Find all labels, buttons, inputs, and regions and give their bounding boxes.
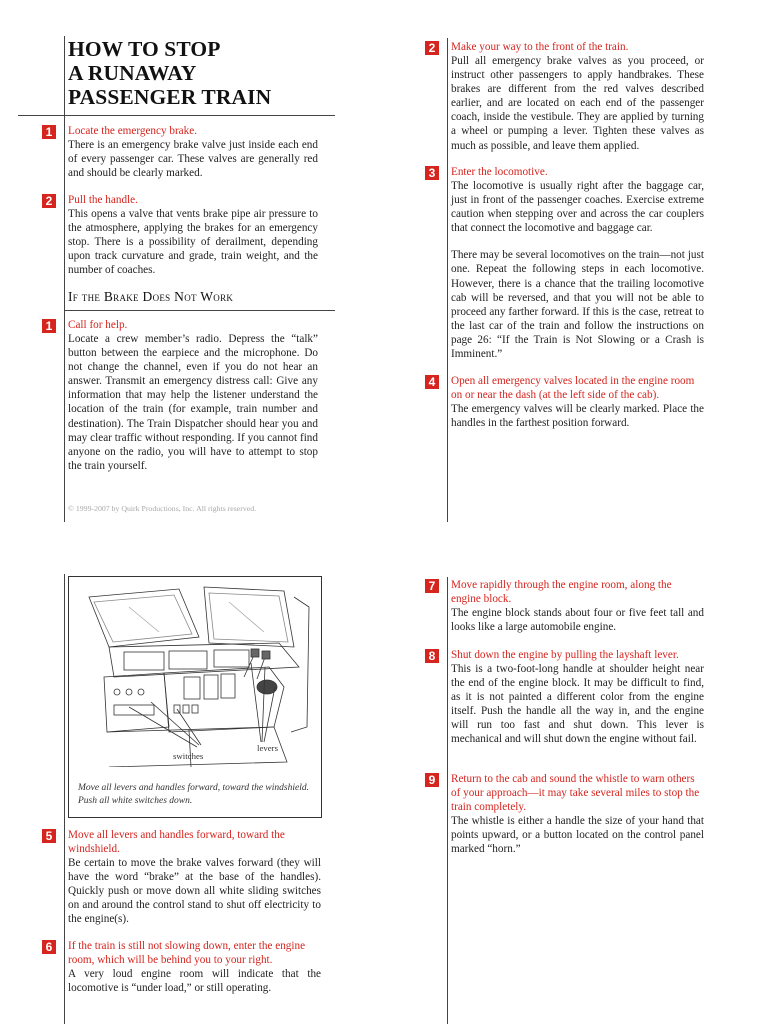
step-shut-down-engine <box>451 648 704 747</box>
step-number-badge: 5 <box>42 829 56 843</box>
step-number-badge: 1 <box>42 125 56 139</box>
title-line-1: HOW TO STOP <box>68 37 221 61</box>
figure-caption: Move all levers and handles forward, toward the windshield. Push all white switches down. <box>78 783 309 806</box>
step-body: Be certain to move the brake valves forward (they will have the word “brake” at the base of the handles). Quickly push or move down all white sliding switches on and around the control stand to shut off electricity to the engine(s). <box>68 857 321 926</box>
step-heading: Return to the cab and sound the whistle to warn others of your approach—it may take several miles to stop the train completely. <box>451 773 700 813</box>
step-heading: Move all levers and handles forward, toward the windshield. <box>68 829 285 855</box>
step-enter-locomotive <box>451 165 704 361</box>
step-body: There is an emergency brake valve just inside each end of every passenger car. These valves are generally red and should be clearly marked. <box>68 139 318 180</box>
step-heading: Make your way to the front of the train. <box>451 41 629 53</box>
step-number-badge: 2 <box>42 194 56 208</box>
step-pull-handle <box>68 193 318 277</box>
page2-left-rule <box>64 574 65 1024</box>
step-number-badge: 3 <box>425 166 439 180</box>
illustration-frame <box>68 576 322 818</box>
step-through-engine-room <box>451 578 704 634</box>
step-number-badge: 9 <box>425 773 439 787</box>
step-heading: Call for help. <box>68 319 128 331</box>
page-title <box>68 37 328 109</box>
step-number-badge: 6 <box>42 940 56 954</box>
step-body: The whistle is either a handle the size of your hand that points upward, or a button located on the control panel marked “horn.” <box>451 815 704 856</box>
step-heading: Move rapidly through the engine room, along the engine block. <box>451 579 672 605</box>
step-body-continued: There may be several locomotives on the train—not just one. Repeat the following steps in each locomotive. However, there is a chance that the trailing locomotive cab will be reversed, and that you will not be able to proceed any farther forward. If this is the case, retreat to the last car of the train and follow the instructions on page 26: “If the Train is Not Slowing or a Crash is Imminent.” <box>451 249 704 361</box>
page1-left-rule <box>64 36 65 522</box>
step-heading: Locate the emergency brake. <box>68 125 198 137</box>
step-heading: Shut down the engine by pulling the layshaft lever. <box>451 649 679 661</box>
step-body: The engine block stands about four or five feet tall and looks like a large automobile engine. <box>451 607 704 634</box>
step-number-badge: 1 <box>42 319 56 333</box>
locomotive-control-stand-illustration <box>69 577 321 767</box>
step-body: Locate a crew member’s radio. Depress the “talk” button between the earpiece and the microphone. Do not change the channel, even if you do not hear an answer. Transmit an emergency distress call: Give any information that may help the listener understand the location of the train (for example, train number and destination). The Train Dispatcher should hear you and may clear traffic without responding. If you cannot find anyone on the radio, you will have to attempt to stop the train yourself. <box>68 333 318 472</box>
step-heading: Pull the handle. <box>68 194 138 206</box>
step-number-badge: 2 <box>425 41 439 55</box>
step-move-levers-forward <box>68 828 321 926</box>
section-subheading: If the Brake Does Not Work <box>68 289 234 304</box>
step-locate-brake <box>68 124 318 180</box>
page2-right-rule <box>447 577 448 1024</box>
step-front-of-train <box>451 40 704 153</box>
subheading-rule <box>64 310 335 311</box>
step-call-for-help <box>68 318 318 473</box>
step-heading: Open all emergency valves located in the engine room on or near the dash (at the left side of the cab). <box>451 375 695 401</box>
step-body: Pull all emergency brake valves as you proceed, or instruct other passengers to apply handbrakes. These brakes are different from the red valves described earlier, and are located on each end of the passenger coach, inside the vestibule. They are applied by turning a wheel or pumping a lever. Tighten these valves as much as possible, and leave them applied. <box>451 55 704 152</box>
step-heading: Enter the locomotive. <box>451 166 548 178</box>
title-rule <box>18 115 335 116</box>
step-heading: If the train is still not slowing down, enter the engine room, which will be behind you to your right. <box>68 940 306 966</box>
step-open-emergency-valves <box>451 374 704 430</box>
step-number-badge: 8 <box>425 649 439 663</box>
title-line-2: A RUNAWAY <box>68 61 197 85</box>
label-switches: switches <box>173 751 204 761</box>
step-number-badge: 7 <box>425 579 439 593</box>
page1-right-rule <box>447 38 448 522</box>
step-body: This opens a valve that vents brake pipe air pressure to the atmosphere, applying the brakes for an emergency stop. There is a possibility of derailment, depending upon track curvature and grade, train weight, and the number of coaches. <box>68 208 318 277</box>
step-body: The emergency valves will be clearly marked. Place the handles in the farthest position forward. <box>451 403 704 430</box>
label-levers: levers <box>257 743 279 753</box>
copyright-notice: © 1999-2007 by Quirk Productions, Inc. All rights reserved. <box>68 504 257 513</box>
step-enter-engine-room <box>68 939 321 995</box>
step-number-badge: 4 <box>425 375 439 389</box>
step-body: This is a two-foot-long handle at shoulder height near the end of the engine block. It may be difficult to find, as it is not painted a different color from the engine itself. Push the handle all the way in, and the engine will run too fast and shut down. This lever is mechanical and will shut down the engine without fail. <box>451 663 704 746</box>
step-sound-whistle <box>451 772 704 856</box>
title-line-3: PASSENGER TRAIN <box>68 85 272 109</box>
step-body: A very loud engine room will indicate that the locomotive is “under load,” or still operating. <box>68 968 321 995</box>
step-body: The locomotive is usually right after the baggage car, just in front of the passenger coaches. Exercise extreme caution when stepping over and across the car couplers that connect the locomotive and baggage car. <box>451 180 704 235</box>
